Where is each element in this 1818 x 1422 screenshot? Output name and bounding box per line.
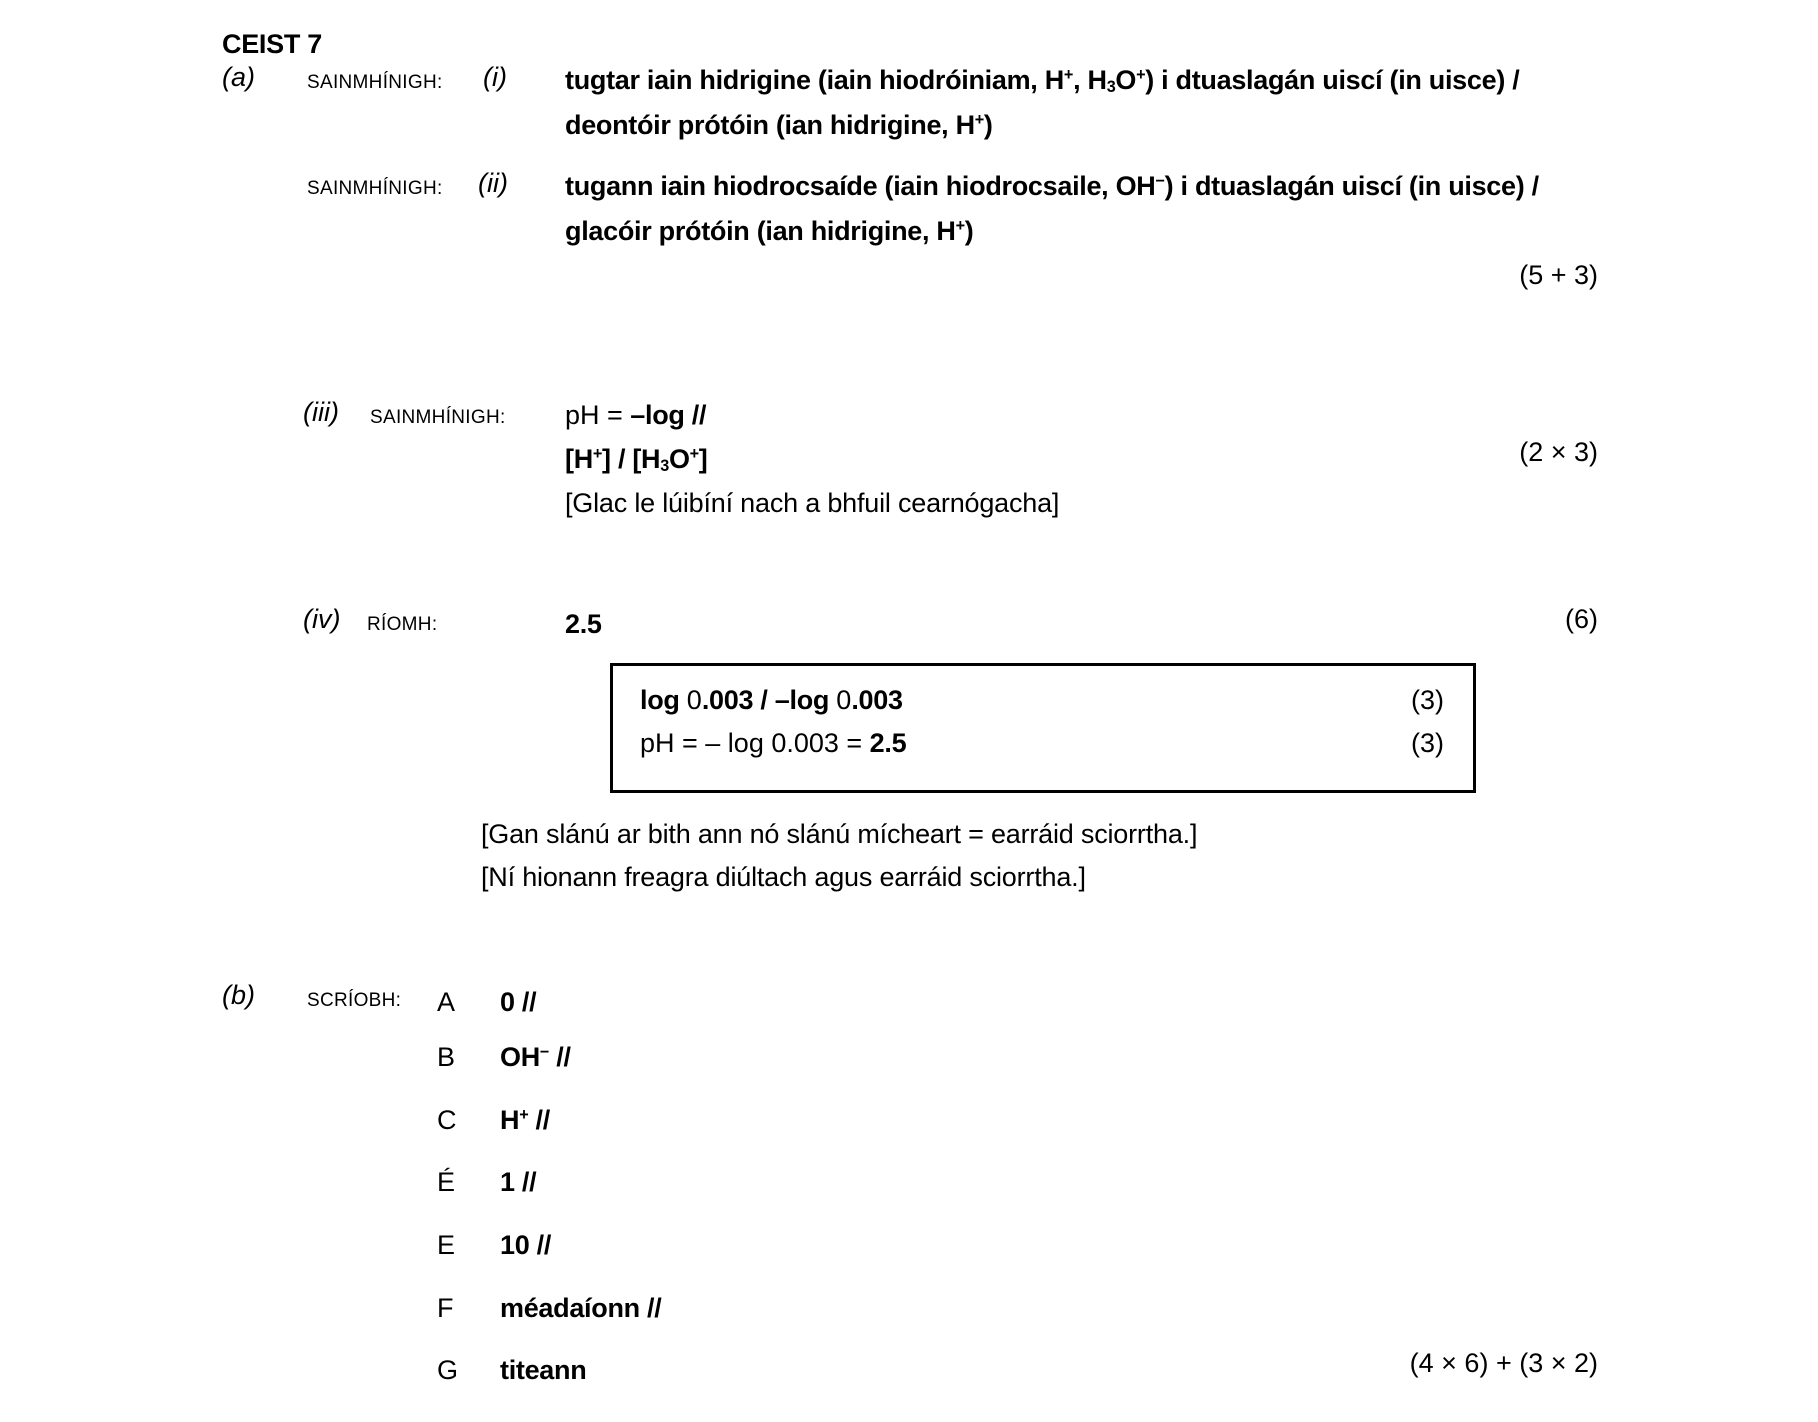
item-iv-label: (iv) [303, 604, 341, 634]
definition-iii-note: [Glac le lúibíní nach a bhfuil cearnógacha] [565, 488, 1060, 518]
definition-i-line1: tugtar iain hidrigine (iain hiodróiniam, H+, $H_3O^+$) i dtuaslagán uiscí (in uisce) / [565, 65, 1520, 96]
part-b-label: (b) [222, 980, 255, 1010]
definition-ii-line2: glacóir prótóin (ian hidrigine, H+) [565, 216, 974, 246]
part-a-label: (a) [222, 62, 255, 92]
box-line2: pH = – log 0.003 = 2.5 [640, 728, 907, 758]
keyword-sainmhinigh-i: SAINMHÍNIGH: [307, 72, 443, 93]
part-b-answer-b: OH− // [500, 1042, 571, 1072]
part-b-letter-e: E [437, 1230, 455, 1260]
keyword-scriobh: SCRÍOBH: [307, 990, 402, 1011]
calc-answer: 2.5 [565, 609, 602, 639]
keyword-sainmhinigh-ii: SAINMHÍNIGH: [307, 178, 443, 199]
part-b-answer-a: 0 // [500, 987, 537, 1017]
question-title: CEIST 7 [222, 29, 322, 59]
calc-note-2: [Ní hionann freagra diúltach agus earráid sciorrtha.] [481, 862, 1086, 892]
part-b-letter-f: F [437, 1293, 454, 1323]
definition-iii-line2: $[H^+] / [H_3O^+]$ [565, 444, 708, 475]
marks-def-i-ii: (5 + 3) [1519, 260, 1598, 290]
marks-calc: (6) [1565, 604, 1598, 634]
part-b-letter-g: G [437, 1355, 458, 1385]
box-line1: log 0.003 / –log 0.003 [640, 685, 903, 715]
keyword-sainmhinigh-iii: SAINMHÍNIGH: [370, 407, 506, 428]
part-b-answer-e: 10 // [500, 1230, 552, 1260]
part-b-answer-g: titeann [500, 1355, 587, 1385]
part-b-answer-c: H+ // [500, 1105, 550, 1135]
item-iii-label: (iii) [303, 397, 339, 427]
box-line2-marks: (3) [1411, 728, 1444, 758]
part-b-answer-f: méadaíonn // [500, 1293, 662, 1323]
part-b-letter-e-fada: É [437, 1167, 455, 1197]
item-i-label: (i) [483, 62, 507, 92]
calc-note-1: [Gan slánú ar bith ann nó slánú mícheart = earráid sciorrtha.] [481, 819, 1198, 849]
keyword-riomh: RÍOMH: [367, 614, 438, 635]
part-b-answer-e-fada: 1 // [500, 1167, 537, 1197]
definition-i-line2: deontóir prótóin (ian hidrigine, H+) [565, 110, 993, 140]
part-b-letter-c: C [437, 1105, 457, 1135]
definition-iii-line1: pH = –log // [565, 400, 707, 430]
item-ii-label: (ii) [478, 168, 508, 198]
definition-ii-line1: tugann iain hiodrocsaíde (iain hiodrocsaile, OH−) i dtuaslagán uiscí (in uisce) / [565, 171, 1539, 201]
part-b-letter-a: A [437, 987, 455, 1017]
marks-def-iii: (2 × 3) [1519, 437, 1598, 467]
marks-part-b: (4 × 6) + (3 × 2) [1409, 1348, 1598, 1378]
box-line1-marks: (3) [1411, 685, 1444, 715]
part-b-letter-b: B [437, 1042, 455, 1072]
